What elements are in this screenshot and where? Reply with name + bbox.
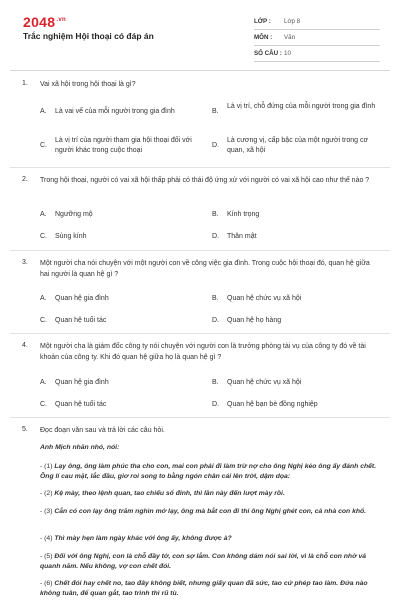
option-letter: B. — [212, 211, 219, 218]
document-title: Trắc nghiệm Hội thoại có đáp án — [23, 31, 154, 41]
option-letter: D. — [212, 142, 219, 149]
question-text: Đọc đoạn văn sau và trả lời các câu hỏi. — [40, 427, 165, 434]
option-letter: D. — [212, 233, 219, 240]
option-letter: A. — [40, 379, 47, 386]
option-text: Quan hệ gia đình — [55, 379, 109, 386]
question-divider — [10, 333, 390, 334]
option-text: Là vị trí của người tham gia hội thoại đối với người khác trong cuộc thoại — [55, 137, 192, 154]
option-text: Quan hệ chức vụ xã hội — [227, 379, 302, 386]
line-number: - (4) — [40, 535, 53, 542]
meta-row-grade — [254, 14, 380, 30]
option-text: Thân mật — [227, 233, 257, 240]
option-letter: C. — [40, 233, 47, 240]
question-divider — [10, 167, 390, 168]
option-text: Quan hệ bạn bè đồng nghiệp — [227, 401, 318, 408]
logo-text: 2048 — [23, 14, 56, 30]
option-text: Ngưỡng mộ — [55, 211, 93, 218]
question-text: Một người cha là giám đốc công ty nói chuyện với người con là trưởng phòng tài vụ của công ty đó về tài khoản của công ty. Khi đó quan hệ giữa họ là quan hệ gì ? — [40, 343, 366, 361]
line-number: - (3) — [40, 508, 53, 515]
line-text: Chết đói hay chết no, tao đây không biết, nhưng giấy quan đã sức, tao cứ phép tao làm. Đứa nào không tuân, để quan gắt, tao trình thì rũ tù. — [40, 580, 368, 597]
option-letter: A. — [40, 108, 47, 115]
line-text: Đối với ông Nghị, con là chỗ đầy tớ, con sợ lắm. Con không dám nói sai lời, vì là chỗ con nhờ vả quanh năm. Nếu không, vợ con chết đói. — [40, 553, 367, 570]
question-text: Một người cha nói chuyện với một người con về công việc gia đình. Trong cuộc hội thoại đó, quan hệ giữa hai người là quan hệ gì ? — [40, 260, 370, 278]
line-number: - (6) — [40, 580, 53, 587]
question-text: Trong hội thoại, người có vai xã hội thấp phải có thái độ ứng xử với người có vai xã hội cao như thế nào ? — [40, 177, 370, 184]
option-text: Là vai vế của mỗi người trong gia đình — [55, 108, 175, 115]
meta-value: 10 — [284, 50, 291, 57]
site-logo[interactable] — [23, 14, 66, 30]
question-number: 4. — [22, 342, 28, 349]
option-letter: C. — [40, 317, 47, 324]
header-divider — [10, 70, 390, 71]
option-text: Quan hệ tuổi tác — [55, 317, 107, 324]
meta-row-count — [254, 46, 380, 62]
document-header — [0, 0, 400, 68]
question-number: 1. — [22, 80, 28, 87]
question-number: 5. — [22, 426, 28, 433]
meta-row-subject — [254, 30, 380, 46]
option-text: Quan hệ chức vụ xã hội — [227, 295, 302, 302]
line-text: Thì mày hẹn làm ngày khác với ông ấy, không được à? — [54, 535, 232, 542]
option-letter: D. — [212, 401, 219, 408]
option-letter: C. — [40, 142, 47, 149]
option-letter: B. — [212, 295, 219, 302]
meta-key: MÔN : — [254, 34, 273, 41]
line-number: - (1) — [40, 463, 53, 470]
option-text: Là cương vị, cấp bậc của một người trong cơ quan, xã hội — [227, 137, 369, 154]
passage-line-1 — [40, 462, 380, 481]
meta-key: LỚP : — [254, 18, 271, 25]
option-letter: A. — [40, 295, 47, 302]
line-text: Kệ mày, theo lệnh quan, tao chiếu sổ đinh, thì lần này đến lượt mày rồi. — [54, 490, 285, 497]
question-number: 2. — [22, 176, 28, 183]
passage-line-5 — [40, 552, 380, 571]
meta-value: Lớp 8 — [284, 18, 301, 25]
question-divider — [10, 250, 390, 251]
question-divider — [10, 417, 390, 418]
line-text: Cắn có con lạy ông trăm nghìn mớ lạy, ông mà bắt con đi thì ông Nghị ghét con, cả nhà con khổ. — [54, 508, 367, 515]
line-number: - (5) — [40, 553, 53, 560]
passage-speaker: Anh Mịch nhăn nhó, nói: — [40, 444, 120, 451]
option-letter: B. — [212, 379, 219, 386]
meta-table — [254, 14, 380, 62]
option-text: Quan hệ gia đình — [55, 295, 109, 302]
question-number: 3. — [22, 259, 28, 266]
option-text: Quan hệ họ hàng — [227, 317, 282, 324]
meta-value: Văn — [284, 34, 296, 41]
option-text: Kính trọng — [227, 211, 260, 218]
passage-line-6 — [40, 579, 380, 598]
question-text: Vai xã hội trong hội thoại là gì? — [40, 81, 136, 88]
option-text: Quan hệ tuổi tác — [55, 401, 107, 408]
option-text: Là vị trí, chỗ đứng của mỗi người trong gia đình — [227, 103, 376, 110]
passage-line-3 — [40, 507, 380, 517]
option-text: Sùng kính — [55, 233, 87, 240]
passage-line-2 — [40, 489, 380, 499]
option-letter: A. — [40, 211, 47, 218]
meta-key: SỐ CÂU : — [254, 50, 282, 57]
line-number: - (2) — [40, 490, 53, 497]
option-letter: B. — [212, 108, 219, 115]
logo-suffix: .vn — [56, 17, 66, 23]
line-text: Lạy ông, ông làm phúc tha cho con, mai con phải đi làm trừ nợ cho ông Nghị kẻo ông ấy đánh chết. Ông lí cau mặt, lắc đầu, giơ roi song to bằng ngón chân cái lên trời, dậm dọa: — [40, 463, 377, 480]
option-letter: D. — [212, 317, 219, 324]
option-letter: C. — [40, 401, 47, 408]
passage-line-4 — [40, 534, 380, 544]
